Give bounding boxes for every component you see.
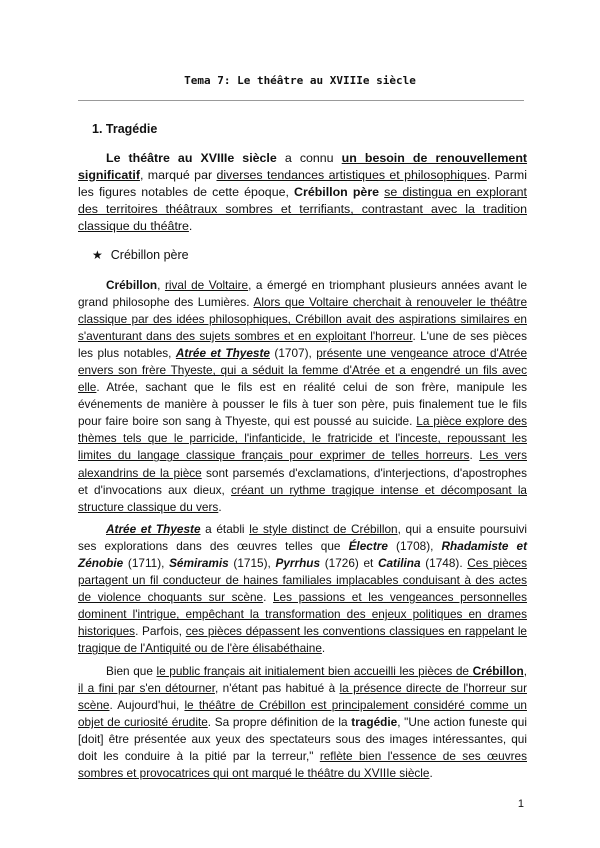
section-heading-tragedie: 1. Tragédie xyxy=(92,122,158,136)
paragraph-atree: Atrée et Thyeste a établi le style distinct de Crébillon, qui a ensuite poursuivi ses explorations dans des œuvres telles que Électre (1708), Rhadamiste et Zénobie (1711), Sémiramis (1715), Pyrrhus (1726) et Catilina (1748). Ces pièces partagent un fil conducteur de haines familiales implacables conduisant à des actes de violence choquants sur scène. Les passions et les vengeances personnelles dominent l'intrigue, empêchant la transformation des enjeux politiques en drames historiques. Parfois, ces pièces dépassent les conventions classiques en rappelant le tragique de l'Antiquité ou de l'ère élisabéthaine. xyxy=(78,522,528,656)
document-title: Tema 7: Le théâtre au XVIIIe siècle xyxy=(184,74,416,87)
section-heading-crebillon: ★ Crébillon père xyxy=(92,248,189,262)
paragraph-crebillon: Crébillon, rival de Voltaire, a émergé en triomphant plusieurs années avant le grand philosophe des Lumières. Alors que Voltaire cherchait à renouveler le théâtre classique par des idées philosophiques, Crébillon avait des aspirations similaires en s'aventurant dans des sujets sombres et en exploitant l'horreur. L'une de ses pièces les plus notables, Atrée et Thyeste (1707), présente une vengeance atroce d'Atrée envers son frère Thyeste, qui a séduit la femme d'Atrée et a engendré un fils avec elle. Atrée, sachant que le fils est en réalité celui de son frère, manipule les événements de manière à pousser le fils à tuer son père, puis finalement tue le fils pour faire boire son sang à Thyeste, qui est poussé au suicide. La pièce explore des thèmes tels que le parricide, l'infanticide, le fratricide et l'inceste, repoussant les limites du langage classique français pour exprimer de telles horreurs. Les vers alexandrins de la pièce sont parsemés d'exclamations, d'interjections, d'apostrophes et d'invocations aux dieux, créant un rythme tragique intense et décomposant la structure classique du vers. xyxy=(78,278,528,514)
page-number: 1 xyxy=(517,798,524,810)
paragraph-reception: Bien que le public français ait initialement bien accueilli les pièces de Crébillon, il a fini par s'en détourner, n'étant pas habitué à la présence directe de l'horreur sur scène. Aujourd'hui, le théâtre de Crébillon est principalement considéré comme un objet de curiosité érudite. Sa propre définition de la tragédie, "Une action funeste qui [doit] être présentée aux yeux des spectateurs sous des images intéressantes, qui doit les conduire à la pitié par la terreur," reflète bien l'essence de ses œuvres sombres et provocatrices qui ont marqué le théâtre du XVIIIe siècle. xyxy=(78,664,527,781)
paragraph-intro: Le théâtre au XVIIIe siècle a connu un besoin de renouvellement significatif, marqué par diverses tendances artistiques et philosophiques. Parmi les figures notables de cette époque, Crébillon père se distingua en explorant des territoires théâtraux sombres et terrifiants, contrastant avec la tradition classique du théâtre. xyxy=(78,151,528,234)
title-divider xyxy=(78,100,524,101)
star-icon: ★ xyxy=(92,248,103,262)
